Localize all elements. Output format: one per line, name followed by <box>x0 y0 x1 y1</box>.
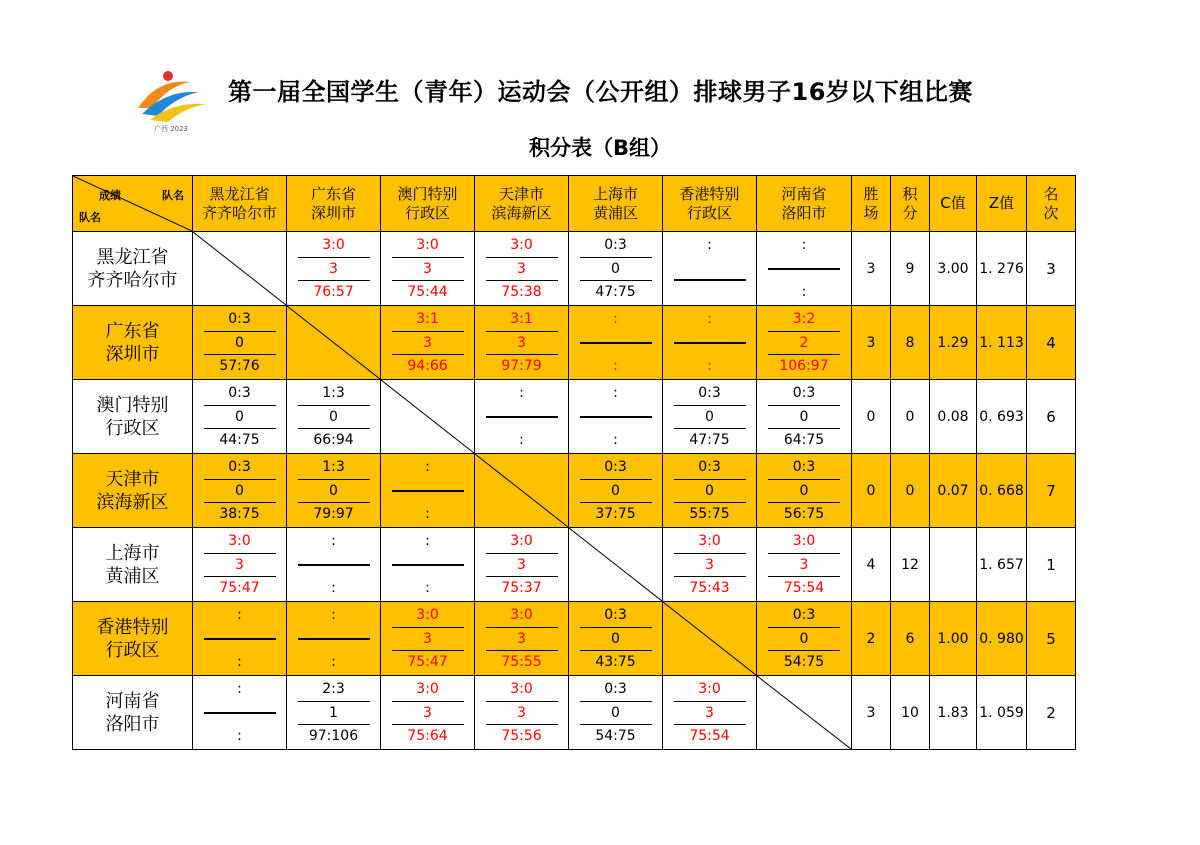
match-result <box>475 308 568 377</box>
match-point-ratio: 75:56 <box>501 728 542 744</box>
wins-value: 0 <box>852 380 891 454</box>
match-points <box>580 342 652 344</box>
match-points: 3 <box>768 553 840 577</box>
match-cell <box>381 602 475 676</box>
match-score: 3:0 <box>698 681 721 697</box>
column-header-stat: 名 次 <box>1027 176 1076 232</box>
match-score: : <box>613 311 618 327</box>
match-point-ratio: 37:75 <box>595 506 636 522</box>
match-score: 3:0 <box>792 533 816 549</box>
match-cell <box>193 380 287 454</box>
match-cell <box>663 306 757 380</box>
match-result <box>569 308 662 377</box>
match-points: 3 <box>392 701 464 725</box>
match-result <box>381 234 474 303</box>
match-points: 0 <box>674 479 746 503</box>
match-result <box>475 678 568 747</box>
match-score: : <box>331 533 336 549</box>
match-cell <box>287 528 381 602</box>
match-point-ratio: : <box>613 358 618 374</box>
c-value <box>930 528 977 602</box>
match-cell <box>475 602 569 676</box>
match-points: 1 <box>298 701 370 725</box>
match-score: 2:3 <box>322 681 345 697</box>
match-score: : <box>331 607 336 623</box>
column-header-stat: Z值 <box>977 176 1027 232</box>
match-score: 0:3 <box>228 385 251 401</box>
c-value: 0.07 <box>930 454 977 528</box>
match-point-ratio: : <box>519 432 524 448</box>
self-match-cell <box>663 602 757 676</box>
match-cell <box>287 232 381 306</box>
match-cell <box>475 676 569 750</box>
match-point-ratio: 75:64 <box>407 728 448 744</box>
match-point-ratio: : <box>707 358 712 374</box>
match-result <box>381 308 474 377</box>
match-point-ratio: : <box>613 432 618 448</box>
match-cell <box>381 454 475 528</box>
self-match-cell <box>287 306 381 380</box>
match-cell <box>663 454 757 528</box>
match-result <box>569 604 662 673</box>
match-score: 3:0 <box>698 533 721 549</box>
match-score: 0:3 <box>792 459 816 475</box>
match-score: 3:2 <box>792 311 816 327</box>
corner-header <box>73 176 193 232</box>
c-value: 0.08 <box>930 380 977 454</box>
match-result <box>381 456 474 525</box>
corner-label-team-col: 队名 <box>162 189 184 202</box>
header-row <box>73 176 1076 232</box>
match-cell <box>287 454 381 528</box>
match-result <box>757 604 851 673</box>
match-result <box>475 234 568 303</box>
match-points: 3 <box>204 553 276 577</box>
match-score: 3:0 <box>510 681 533 697</box>
match-points: 0 <box>580 701 652 725</box>
self-match-cell <box>757 676 852 750</box>
match-score: : <box>237 607 242 623</box>
wins-value: 2 <box>852 602 891 676</box>
match-points: 3 <box>486 331 558 355</box>
column-header-stat: C值 <box>930 176 977 232</box>
wins-value: 3 <box>852 232 891 306</box>
match-points: 0 <box>204 331 276 355</box>
match-score: 3:0 <box>416 237 439 253</box>
match-point-ratio: 106:97 <box>779 358 829 374</box>
match-result <box>381 678 474 747</box>
match-score: 0:3 <box>228 459 251 475</box>
match-cell <box>663 380 757 454</box>
column-header-stat: 胜 场 <box>852 176 891 232</box>
match-result <box>475 604 568 673</box>
match-result <box>663 234 756 303</box>
match-point-ratio: 76:57 <box>313 284 354 300</box>
points-value: 0 <box>891 454 930 528</box>
match-point-ratio: 47:75 <box>595 284 636 300</box>
match-score: 0:3 <box>604 459 627 475</box>
z-value: 1. 276 <box>977 232 1027 306</box>
match-result <box>287 456 380 525</box>
match-point-ratio: : <box>237 728 242 744</box>
match-result <box>287 604 380 673</box>
match-point-ratio: 75:43 <box>689 580 730 596</box>
match-score: 3:0 <box>510 237 533 253</box>
match-points: 3 <box>486 701 558 725</box>
match-points <box>392 564 464 566</box>
match-cell <box>569 602 663 676</box>
match-points <box>204 638 276 640</box>
match-cell <box>381 306 475 380</box>
match-score: 0:3 <box>698 385 721 401</box>
table-row <box>73 676 1076 750</box>
match-result <box>287 678 380 747</box>
match-result <box>757 234 851 303</box>
z-value: 1. 657 <box>977 528 1027 602</box>
match-points: 3 <box>674 553 746 577</box>
match-points: 3 <box>486 257 558 281</box>
wins-value: 0 <box>852 454 891 528</box>
match-cell <box>569 306 663 380</box>
wins-value: 4 <box>852 528 891 602</box>
column-header-team: 香港特别 行政区 <box>663 176 757 232</box>
match-score: 0:3 <box>228 311 251 327</box>
match-points <box>580 416 652 418</box>
row-team-name: 天津市 滨海新区 <box>73 454 193 528</box>
column-header-team: 河南省 洛阳市 <box>757 176 852 232</box>
match-cell <box>193 306 287 380</box>
games-logo <box>128 68 214 136</box>
z-value: 0. 980 <box>977 602 1027 676</box>
match-result <box>663 382 756 451</box>
match-result <box>287 530 380 599</box>
rank-value: 2 <box>1027 676 1076 750</box>
match-result <box>757 530 851 599</box>
match-point-ratio: 43:75 <box>595 654 636 670</box>
match-cell <box>569 232 663 306</box>
match-cell <box>663 528 757 602</box>
match-points <box>298 638 370 640</box>
match-score: 3:0 <box>322 237 345 253</box>
z-value: 1. 113 <box>977 306 1027 380</box>
match-cell <box>757 232 852 306</box>
match-point-ratio: 38:75 <box>219 506 260 522</box>
points-value: 12 <box>891 528 930 602</box>
c-value: 3.00 <box>930 232 977 306</box>
match-points: 0 <box>204 405 276 429</box>
match-point-ratio: : <box>801 284 807 300</box>
match-points: 2 <box>768 331 840 355</box>
column-header-team: 黑龙江省 齐齐哈尔市 <box>193 176 287 232</box>
match-points <box>674 342 746 344</box>
match-points: 3 <box>298 257 370 281</box>
match-score: : <box>425 533 430 549</box>
match-result <box>569 234 662 303</box>
match-cell <box>569 380 663 454</box>
match-point-ratio: 75:54 <box>689 728 730 744</box>
match-score: 0:3 <box>604 237 627 253</box>
wins-value: 3 <box>852 306 891 380</box>
rank-value: 3 <box>1027 232 1076 306</box>
row-team-name: 广东省 深圳市 <box>73 306 193 380</box>
match-cell <box>475 380 569 454</box>
match-cell <box>569 676 663 750</box>
match-point-ratio: 56:75 <box>783 506 825 522</box>
table-row <box>73 602 1076 676</box>
rank-value: 1 <box>1027 528 1076 602</box>
row-team-name: 黑龙江省 齐齐哈尔市 <box>73 232 193 306</box>
match-cell <box>287 380 381 454</box>
table-row <box>73 528 1076 602</box>
match-result <box>569 678 662 747</box>
match-score: 3:0 <box>416 681 439 697</box>
c-value: 1.00 <box>930 602 977 676</box>
match-result <box>381 604 474 673</box>
match-cell <box>287 602 381 676</box>
match-cell <box>757 528 852 602</box>
c-value: 1.29 <box>930 306 977 380</box>
rank-value: 6 <box>1027 380 1076 454</box>
match-points: 0 <box>768 479 840 503</box>
match-cell <box>193 528 287 602</box>
match-point-ratio: 75:47 <box>407 654 448 670</box>
match-point-ratio: : <box>425 506 430 522</box>
match-cell <box>757 602 852 676</box>
match-points: 3 <box>392 257 464 281</box>
match-score: 1:3 <box>322 459 345 475</box>
match-cell <box>381 528 475 602</box>
match-cell <box>287 676 381 750</box>
match-result <box>287 382 380 451</box>
match-points: 3 <box>486 553 558 577</box>
match-score: : <box>613 385 618 401</box>
match-cell <box>475 232 569 306</box>
match-points: 3 <box>392 627 464 651</box>
row-team-name: 上海市 黄浦区 <box>73 528 193 602</box>
match-score: : <box>801 237 807 253</box>
match-point-ratio: 54:75 <box>783 654 825 670</box>
match-score: : <box>707 237 712 253</box>
match-result <box>193 604 286 673</box>
table-row <box>73 232 1076 306</box>
match-point-ratio: 94:66 <box>407 358 448 374</box>
match-result <box>757 456 851 525</box>
match-score: 1:3 <box>322 385 345 401</box>
match-result <box>193 456 286 525</box>
match-cell <box>193 602 287 676</box>
points-value: 8 <box>891 306 930 380</box>
match-point-ratio: 97:106 <box>308 728 359 744</box>
match-cell <box>757 306 852 380</box>
match-points: 0 <box>580 479 652 503</box>
match-cell <box>663 676 757 750</box>
column-header-stat: 积 分 <box>891 176 930 232</box>
match-cell <box>381 232 475 306</box>
match-points: 3 <box>486 627 558 651</box>
match-result <box>193 382 286 451</box>
match-result <box>287 234 380 303</box>
match-score: : <box>519 385 524 401</box>
match-point-ratio: 75:47 <box>219 580 260 596</box>
match-points: 3 <box>674 701 746 725</box>
match-cell <box>663 232 757 306</box>
column-header-team: 澳门特别 行政区 <box>381 176 475 232</box>
match-point-ratio: 75:44 <box>407 284 448 300</box>
match-result <box>663 308 756 377</box>
match-cell <box>757 454 852 528</box>
match-points: 0 <box>768 627 840 651</box>
match-score: : <box>237 681 242 697</box>
column-header-team: 上海市 黄浦区 <box>569 176 663 232</box>
match-result <box>193 678 286 747</box>
match-score: 3:0 <box>510 533 533 549</box>
logo-caption: 广西 2023 <box>153 125 189 133</box>
match-points: 0 <box>580 627 652 651</box>
match-point-ratio: 57:76 <box>219 358 260 374</box>
points-value: 10 <box>891 676 930 750</box>
wins-value: 3 <box>852 676 891 750</box>
match-point-ratio: 55:75 <box>689 506 730 522</box>
table-row <box>73 306 1076 380</box>
match-cell <box>475 306 569 380</box>
match-result <box>569 382 662 451</box>
match-point-ratio: 79:97 <box>313 506 354 522</box>
match-point-ratio: 47:75 <box>689 432 730 448</box>
match-score: : <box>707 311 712 327</box>
match-point-ratio: : <box>237 654 242 670</box>
row-team-name: 澳门特别 行政区 <box>73 380 193 454</box>
match-result <box>475 382 568 451</box>
points-value: 0 <box>891 380 930 454</box>
match-points: 0 <box>204 479 276 503</box>
self-match-cell <box>569 528 663 602</box>
rank-value: 7 <box>1027 454 1076 528</box>
z-value: 0. 693 <box>977 380 1027 454</box>
match-cell <box>475 528 569 602</box>
match-result <box>193 308 286 377</box>
page-title: 第一届全国学生（青年）运动会（公开组）排球男子16岁以下组比赛 <box>228 78 973 106</box>
match-score: 3:0 <box>416 607 439 623</box>
match-point-ratio: 75:55 <box>501 654 542 670</box>
match-score: 3:0 <box>510 607 533 623</box>
c-value: 1.83 <box>930 676 977 750</box>
match-point-ratio: 75:54 <box>783 580 825 596</box>
points-value: 6 <box>891 602 930 676</box>
match-result <box>475 530 568 599</box>
table-row <box>73 380 1076 454</box>
match-score: : <box>425 459 430 475</box>
match-point-ratio: 75:38 <box>501 284 542 300</box>
match-point-ratio: : <box>331 654 336 670</box>
column-header-team: 天津市 滨海新区 <box>475 176 569 232</box>
match-score: 3:1 <box>510 311 533 327</box>
match-points: 0 <box>674 405 746 429</box>
table-row <box>73 454 1076 528</box>
match-score: 0:3 <box>792 607 816 623</box>
row-team-name: 香港特别 行政区 <box>73 602 193 676</box>
self-match-cell <box>193 232 287 306</box>
match-point-ratio: 97:79 <box>501 358 542 374</box>
match-point-ratio: 54:75 <box>595 728 636 744</box>
match-points: 0 <box>580 257 652 281</box>
points-value: 9 <box>891 232 930 306</box>
rank-value: 4 <box>1027 306 1076 380</box>
match-points: 3 <box>392 331 464 355</box>
column-header-team: 广东省 深圳市 <box>287 176 381 232</box>
match-result <box>663 530 756 599</box>
match-result <box>663 456 756 525</box>
match-result <box>757 382 851 451</box>
match-score: 0:3 <box>698 459 721 475</box>
match-cell <box>569 454 663 528</box>
match-cell <box>381 676 475 750</box>
match-points: 0 <box>768 405 840 429</box>
match-score: 3:1 <box>416 311 439 327</box>
z-value: 1. 059 <box>977 676 1027 750</box>
rank-value: 5 <box>1027 602 1076 676</box>
match-point-ratio: : <box>425 580 430 596</box>
match-points <box>204 712 276 714</box>
match-point-ratio: 66:94 <box>313 432 354 448</box>
standings-table <box>72 175 1076 750</box>
match-points <box>674 279 746 281</box>
match-result <box>193 530 286 599</box>
match-point-ratio: 64:75 <box>783 432 825 448</box>
match-point-ratio: : <box>331 580 336 596</box>
match-score: 0:3 <box>604 681 627 697</box>
match-cell <box>757 380 852 454</box>
match-result <box>663 678 756 747</box>
match-points <box>768 268 840 270</box>
match-score: 0:3 <box>604 607 627 623</box>
match-point-ratio: 75:37 <box>501 580 542 596</box>
corner-label-team-row: 队名 <box>79 211 101 224</box>
corner-label-result: 成绩 <box>99 189 121 202</box>
match-cell <box>193 676 287 750</box>
match-result <box>569 456 662 525</box>
match-cell <box>193 454 287 528</box>
match-points: 0 <box>298 405 370 429</box>
match-point-ratio: 44:75 <box>219 432 260 448</box>
match-result <box>381 530 474 599</box>
z-value: 0. 668 <box>977 454 1027 528</box>
match-points <box>298 564 370 566</box>
self-match-cell <box>475 454 569 528</box>
match-points: 0 <box>298 479 370 503</box>
row-team-name: 河南省 洛阳市 <box>73 676 193 750</box>
match-result <box>757 308 851 377</box>
page-subtitle: 积分表（B组） <box>528 136 671 160</box>
self-match-cell <box>381 380 475 454</box>
table-body <box>73 232 1076 750</box>
match-score: 0:3 <box>792 385 816 401</box>
match-score: 3:0 <box>228 533 251 549</box>
match-points <box>486 416 558 418</box>
match-points <box>392 490 464 492</box>
